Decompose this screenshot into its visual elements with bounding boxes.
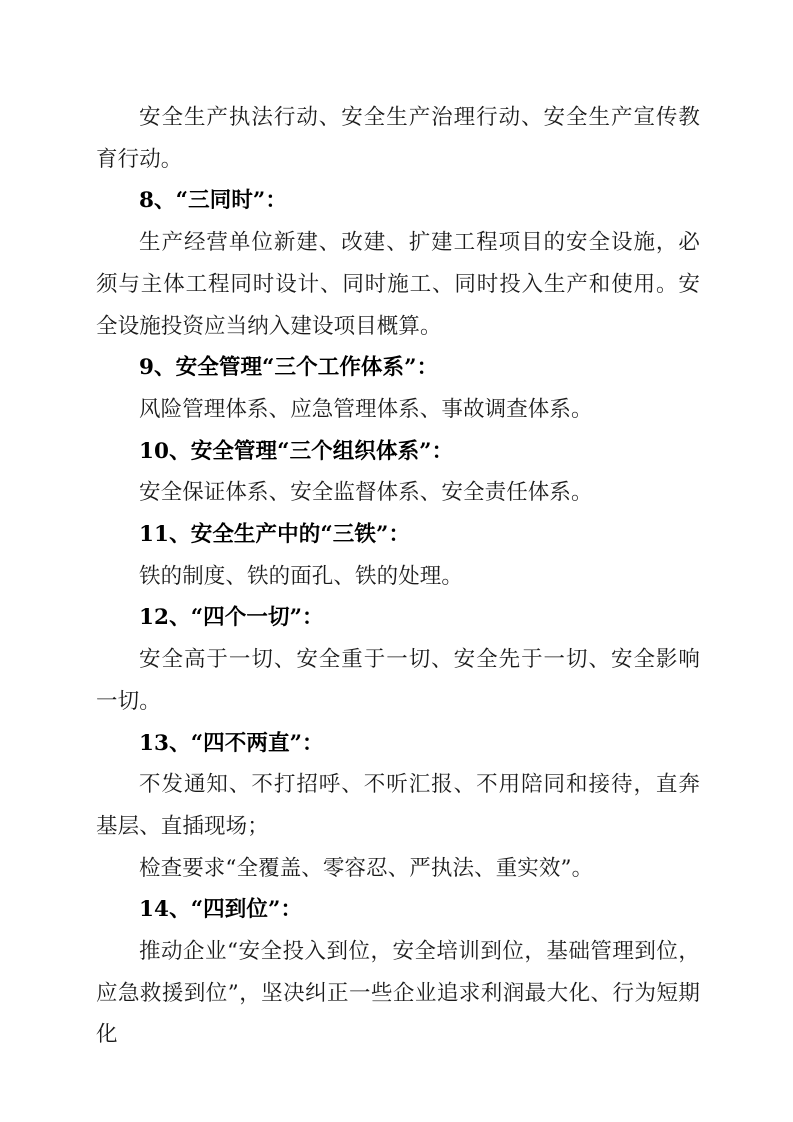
- heading-four-everything: 12、“四个一切”：: [139, 605, 324, 631]
- body-paragraph-four-no-two-direct: 不发通知、不打招呼、不听汇报、不用陪同和接待，直奔基层、直插现场；: [96, 772, 700, 839]
- body-paragraph-three-work-systems: 风险管理体系、应急管理体系、事故调查体系。: [139, 396, 593, 422]
- heading-four-no-two-direct: 13、“四不两直”：: [139, 730, 324, 756]
- heading-four-in-place: 14、“四到位”：: [139, 897, 303, 923]
- heading-three-simultaneous: 8、“三同时”：: [139, 188, 287, 214]
- body-paragraph-four-everything: 安全高于一切、安全重于一切、安全先于一切、安全影响一切。: [96, 647, 700, 714]
- body-paragraph-inspection-requirements: 检查要求“全覆盖、零容忍、严执法、重实效”。: [139, 855, 594, 881]
- body-paragraph-three-org-systems: 安全保证体系、安全监督体系、安全责任体系。: [139, 480, 593, 506]
- heading-three-work-systems: 9、安全管理“三个工作体系”：: [139, 355, 439, 381]
- document-page: [96, 97, 700, 1056]
- body-paragraph-three-simultaneous: 生产经营单位新建、改建、扩建工程项目的安全设施，必须与主体工程同时设计、同时施工、同时投入生产和使用。安全设施投资应当纳入建设项目概算。: [96, 230, 700, 339]
- body-paragraph-four-in-place: 推动企业“安全投入到位，安全培训到位，基础管理到位，应急救援到位”，坚决纠正一些企业追求利润最大化、行为短期化: [96, 939, 700, 1048]
- body-paragraph-enforcement-actions: 安全生产执法行动、安全生产治理行动、安全生产宣传教育行动。: [96, 105, 700, 172]
- heading-three-org-systems: 10、安全管理“三个组织体系”：: [139, 438, 454, 464]
- heading-three-iron: 11、安全生产中的“三铁”：: [139, 522, 411, 548]
- body-paragraph-three-iron: 铁的制度、铁的面孔、铁的处理。: [139, 563, 464, 589]
